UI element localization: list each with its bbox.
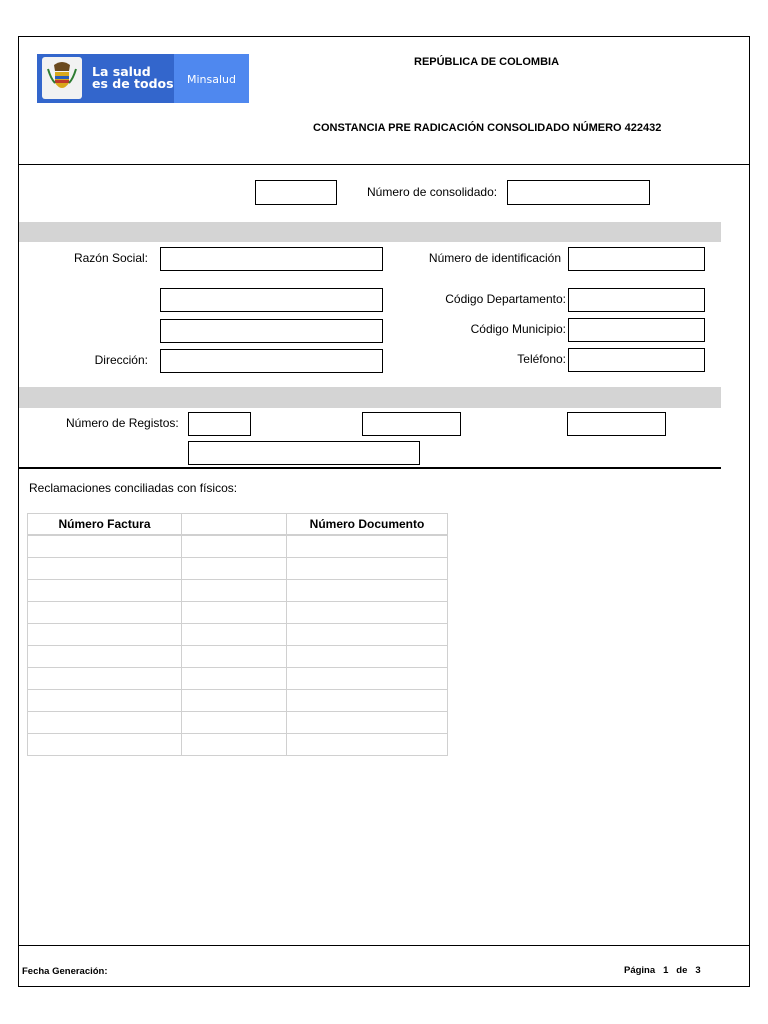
registros-label: Número de Registos: [66,416,179,430]
razon-social-field-2 [160,288,383,312]
table-cell [182,558,287,580]
column-header-numero-documento: Número Documento [287,514,448,536]
footer-divider [18,945,750,946]
table-cell [28,690,182,712]
table-row [28,734,448,756]
table-cell [28,668,182,690]
document-title: CONSTANCIA PRE RADICACIÓN CONSOLIDADO NÚMERO 422432 [313,122,662,134]
table-cell [28,580,182,602]
reclamaciones-title: Reclamaciones conciliadas con físicos: [29,481,238,495]
page-current: 1 [663,965,669,976]
table-cell [287,602,448,624]
telefono-label: Teléfono: [517,352,566,366]
column-header-numero-factura: Número Factura [28,514,182,536]
table-row [28,646,448,668]
header-divider [18,164,750,165]
consolidado-prefix-field [255,180,337,205]
column-header-blank [182,514,287,536]
registros-field-4 [188,441,420,465]
municipio-label: Código Municipio: [470,322,566,336]
logo-tagline [92,66,174,90]
table-cell [287,558,448,580]
registros-field-1 [188,412,251,436]
table-cell [28,712,182,734]
table-cell [182,712,287,734]
logo-tagline-line2: es de todos [92,76,174,91]
table-cell [28,624,182,646]
table-row [28,558,448,580]
table-cell [287,624,448,646]
table-cell [182,535,287,558]
page-frame [18,36,750,987]
page-indicator [624,965,701,976]
table-cell [287,535,448,558]
telefono-field [568,348,705,372]
municipio-field [568,318,705,342]
table-cell [28,734,182,756]
table-row [28,624,448,646]
table-cell [182,734,287,756]
table-cell [28,535,182,558]
table-row [28,712,448,734]
razon-social-field-3 [160,319,383,343]
table-cell [28,602,182,624]
departamento-label: Código Departamento: [445,292,566,306]
table-cell [28,558,182,580]
table-cell [287,646,448,668]
page-total: 3 [695,965,701,976]
reclamaciones-table [27,513,448,756]
page-label: Página [624,965,656,976]
table-cell [287,734,448,756]
identificacion-field [568,247,705,271]
table-row [28,602,448,624]
coat-of-arms-icon [42,57,82,99]
table-row [28,668,448,690]
consolidado-label: Número de consolidado: [367,185,498,199]
table-cell [28,646,182,668]
registros-field-2 [362,412,461,436]
table-row [28,535,448,558]
razon-social-label: Razón Social: [73,251,148,265]
table-cell [182,690,287,712]
section-band-entity [19,222,721,242]
registros-field-3 [567,412,666,436]
table-cell [182,646,287,668]
table-cell [182,668,287,690]
table-cell [287,690,448,712]
table-header-row [28,514,448,536]
logo-brand: Minsalud [187,73,237,86]
table-cell [182,602,287,624]
departamento-field [568,288,705,312]
table-cell [182,624,287,646]
identificacion-label: Número de identificación [428,251,561,265]
country-title: REPÚBLICA DE COLOMBIA [414,56,560,68]
section-band-registros [19,387,721,408]
direccion-field [160,349,383,373]
table-cell [182,580,287,602]
section-divider [18,467,721,469]
consolidado-number-field [507,180,650,205]
direccion-label: Dirección: [94,353,148,367]
logo-tagline-line1: La salud [92,64,151,79]
table-cell [287,712,448,734]
table-cell [287,580,448,602]
fecha-generacion-label: Fecha Generación: [22,966,108,977]
razon-social-field [160,247,383,271]
table-row [28,690,448,712]
page-of: de [676,965,688,976]
table-cell [287,668,448,690]
table-row [28,580,448,602]
